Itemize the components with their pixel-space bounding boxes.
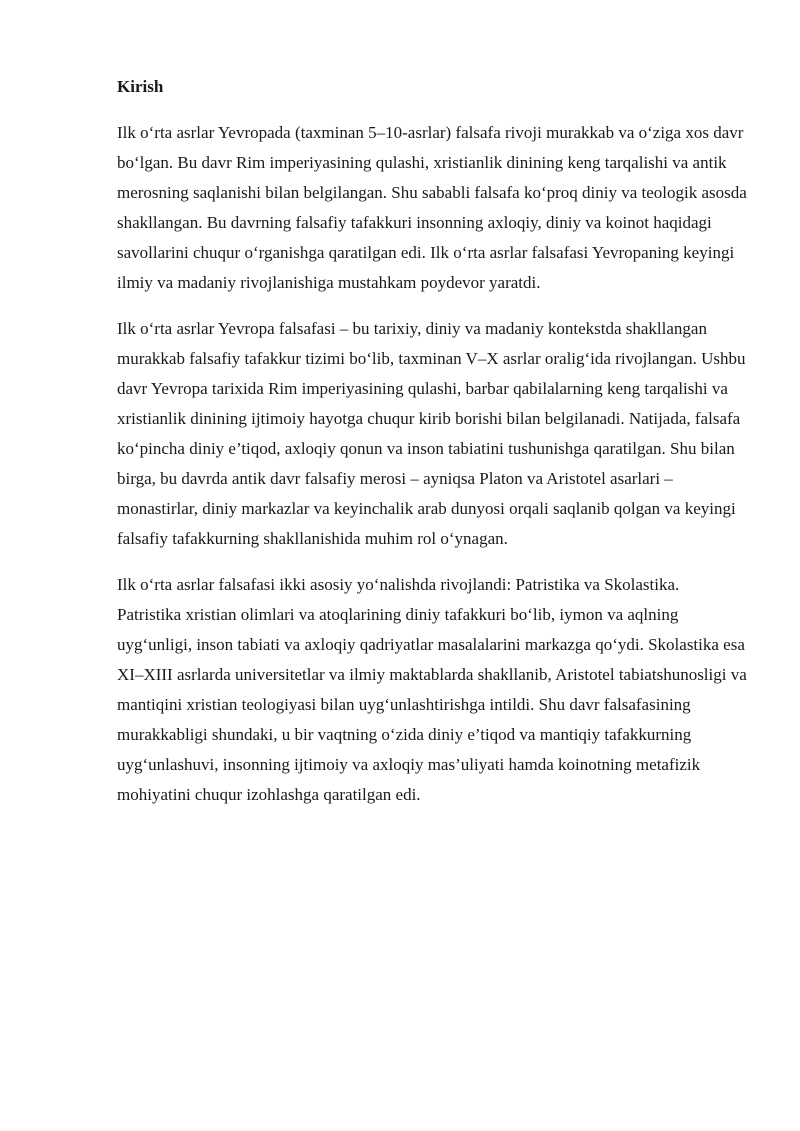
document-body [117, 72, 747, 826]
paragraph-intro: Ilk o‘rta asrlar Yevropada (taxminan 5–10-asrlar) falsafa rivoji murakkab va o‘ziga xos davr bo‘lgan. Bu davr Rim imperiyasining qulashi, xristianlik dinining keng tarqalishi va antik merosning saqlanishi bilan belgilangan. Shu sababli falsafa ko‘proq diniy va teologik asosda shakllangan. Bu davrning falsafiy tafakkuri insonning axloqiy, diniy va koinot haqidagi savollarini chuqur o‘rganishga qaratilgan edi. Ilk o‘rta asrlar falsafasi Yevropaning keyingi ilmiy va madaniy rivojlanishiga mustahkam poydevor yaratdi. [117, 123, 747, 292]
paragraph-context: Ilk o‘rta asrlar Yevropa falsafasi – bu tarixiy, diniy va madaniy kontekstda shakllangan murakkab falsafiy tafakkur tizimi bo‘lib, taxminan V–X asrlar oralig‘ida rivojlangan. Ushbu davr Yevropa tarixida Rim imperiyasining qulashi, barbar qabilalarning keng tarqalishi va xristianlik dinining ijtimoiy hayotga chuqur kirib borishi bilan belgilanadi. Natijada, falsafa ko‘pincha diniy e’tiqod, axloqiy qonun va inson tabiatini tushunishga qaratilgan. Shu bilan birga, bu davrda antik davr falsafiy merosi – ayniqsa Platon va Aristotel asarlari – monastirlar, diniy markazlar va keyinchalik arab dunyosi orqali saqlanib qolgan va keyingi falsafiy tafakkurning shakllanishida muhim rol o‘ynagan. [117, 319, 746, 548]
paragraph-directions: Ilk o‘rta asrlar falsafasi ikki asosiy yo‘nalishda rivojlandi: Patristika va Skolastika. Patristika xristian olimlari va atoqlarining diniy tafakkuri bo‘lib, iymon va aqlning uyg‘unligi, inson tabiati va axloqiy qadriyatlar masalalarini markazga qo‘ydi. Skolastika esa XI–XIII asrlarda universitetlar va ilmiy maktablarda shakllanib, Aristotel tabiatshunosligi va mantiqini xristian teologiyasi bilan uyg‘unlashtirishga intildi. Shu davr falsafasining murakkabligi shundaki, u bir vaqtning o‘zida diniy e’tiqod va mantiqiy tafakkurning uyg‘unlashuvi, insonning ijtimoiy va axloqiy mas’uliyati hamda koinotning metafizik mohiyatini chuqur izohlashga qaratilgan edi. [117, 575, 747, 804]
section-heading: Kirish [117, 77, 164, 96]
